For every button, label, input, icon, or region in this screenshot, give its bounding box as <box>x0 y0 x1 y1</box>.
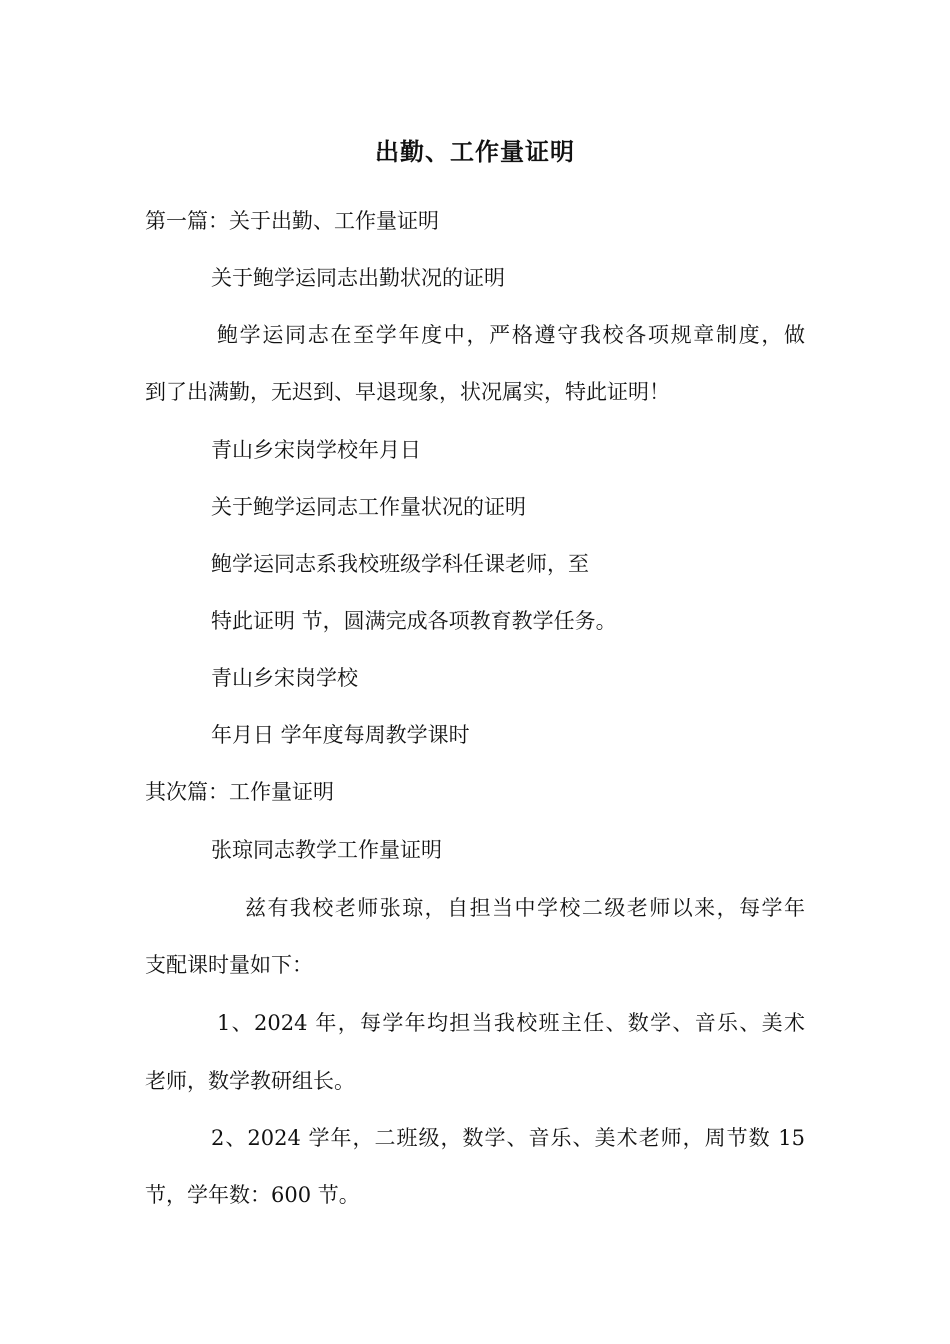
document-title: 出勤、工作量证明 <box>375 138 575 166</box>
date-line: 年月日 学年度每周教学课时 <box>211 723 470 747</box>
section-heading-2: 其次篇：工作量证明 <box>145 780 334 804</box>
signature-line: 青山乡宋岗学校 <box>211 666 358 690</box>
subheading-teaching: 张琼同志教学工作量证明 <box>211 838 442 862</box>
list-item-continuation: 老师，数学教研组长。 <box>145 1069 355 1093</box>
subheading-attendance: 关于鲍学运同志出勤状况的证明 <box>211 266 505 290</box>
list-item: 1、2024 年，每学年均担当我校班主任、数学、音乐、美术 <box>217 1011 805 1035</box>
list-item-continuation: 节，学年数：600 节。 <box>145 1183 360 1207</box>
paragraph-line: 支配课时量如下： <box>145 953 313 977</box>
paragraph-line: 鲍学运同志在至学年度中，严格遵守我校各项规章制度，做 <box>217 323 805 347</box>
list-item: 2、2024 学年，二班级，数学、音乐、美术老师，周节数 15 <box>211 1126 805 1150</box>
section-heading-1: 第一篇：关于出勤、工作量证明 <box>145 209 439 233</box>
paragraph-line: 到了出满勤，无迟到、早退现象，状况属实，特此证明！ <box>145 380 670 404</box>
paragraph-line: 特此证明 节，圆满完成各项教育教学任务。 <box>211 609 617 633</box>
subheading-workload: 关于鲍学运同志工作量状况的证明 <box>211 495 526 519</box>
paragraph-line: 兹有我校老师张琼，自担当中学校二级老师以来，每学年 <box>245 896 805 920</box>
signature-line: 青山乡宋岗学校年月日 <box>211 438 421 462</box>
paragraph-line: 鲍学运同志系我校班级学科任课老师，至 <box>211 552 589 576</box>
